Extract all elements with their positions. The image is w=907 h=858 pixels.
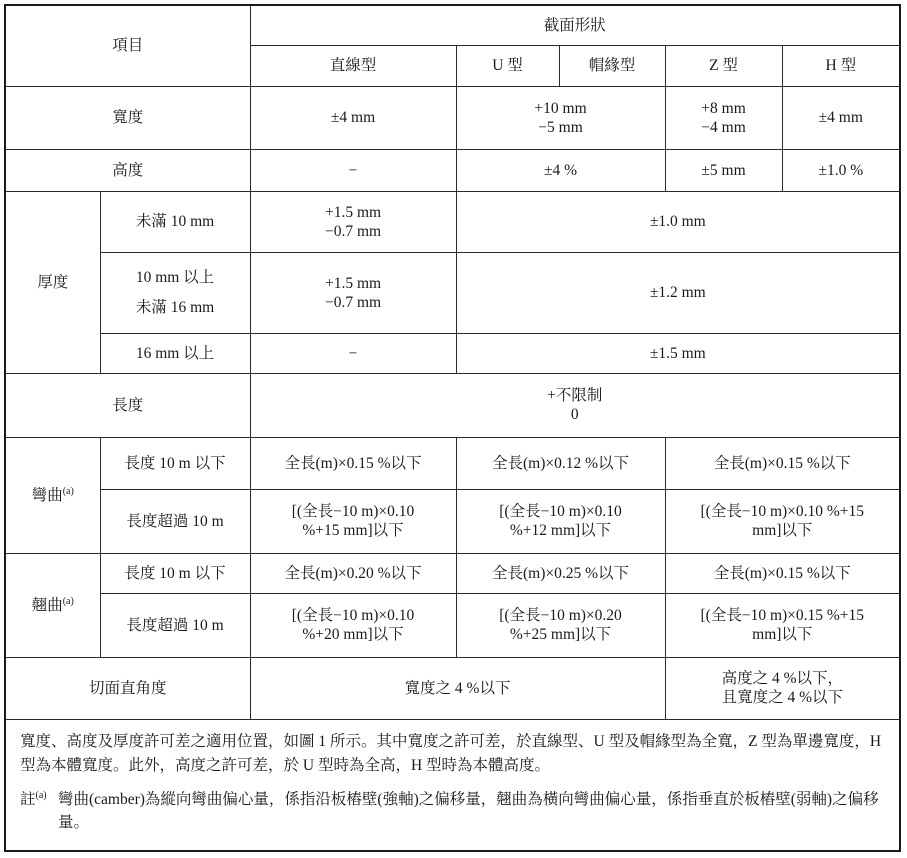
notes-section	[6, 720, 899, 834]
camber-straight-2: [(全長−10 m)×0.10 %+15 mm]以下	[250, 489, 456, 553]
width-h: ±4 mm	[782, 86, 899, 149]
thickness-others-2: ±1.2 mm	[456, 252, 899, 333]
width-straight: ±4 mm	[250, 86, 456, 149]
width-u-hat: +10 mm −5 mm	[456, 86, 665, 149]
height-label: 高度	[6, 149, 250, 191]
header-shape-straight: 直線型	[250, 45, 456, 86]
thickness-range-3: 16 mm 以上	[100, 333, 250, 373]
header-section-shape: 截面形狀	[250, 6, 899, 45]
camber-range-1: 長度 10 m 以下	[100, 437, 250, 489]
height-h: ±1.0 %	[782, 149, 899, 191]
thickness-straight-3: −	[250, 333, 456, 373]
header-shape-z: Z 型	[665, 45, 782, 86]
height-u-hat: ±4 %	[456, 149, 665, 191]
squareness-straight-to-hat: 寬度之 4 %以下	[250, 657, 665, 719]
note-applicable-position: 寬度、高度及厚度許可差之適用位置，如圖 1 所示。其中寬度之許可差，於直線型、U 型及帽緣型為全寬，Z 型為單邊寬度，H 型為本體寬度。此外，高度之許可差，於 U 型時為全高，H 型時為本體高度。	[20, 732, 882, 774]
header-item: 項目	[6, 6, 250, 86]
row-sweep-1	[6, 553, 899, 593]
sweep-label-cell	[6, 553, 100, 657]
tolerance-table	[6, 6, 899, 720]
sweep-range-1: 長度 10 m 以下	[100, 553, 250, 593]
row-length	[6, 373, 899, 437]
squareness-z-h: 高度之 4 %以下， 且寬度之 4 %以下	[665, 657, 899, 719]
header-shape-h: H 型	[782, 45, 899, 86]
sweep-sup: (a)	[62, 595, 74, 607]
row-width	[6, 86, 899, 149]
camber-u-hat-2: [(全長−10 m)×0.10 %+12 mm]以下	[456, 489, 665, 553]
thickness-others-3: ±1.5 mm	[456, 333, 899, 373]
row-thickness-3	[6, 333, 899, 373]
header-shape-u: U 型	[456, 45, 559, 86]
sweep-z-h-1: 全長(m)×0.15 %以下	[665, 553, 899, 593]
sweep-label: 翹曲	[31, 596, 63, 614]
row-sweep-2	[6, 593, 899, 657]
thickness-straight-1: +1.5 mm −0.7 mm	[250, 191, 456, 252]
row-squareness	[6, 657, 899, 719]
sweep-z-h-2: [(全長−10 m)×0.15 %+15 mm]以下	[665, 593, 899, 657]
sweep-range-2: 長度超過 10 m	[100, 593, 250, 657]
row-thickness-1	[6, 191, 899, 252]
row-camber-2	[6, 489, 899, 553]
thickness-others-1: ±1.0 mm	[456, 191, 899, 252]
header-row-1	[6, 6, 899, 45]
row-thickness-2	[6, 252, 899, 333]
camber-sup: (a)	[62, 485, 74, 497]
camber-label: 彎曲	[31, 486, 63, 504]
thickness-label: 厚度	[6, 191, 100, 373]
header-shape-hat: 帽緣型	[559, 45, 665, 86]
note-tag	[20, 788, 58, 811]
row-height	[6, 149, 899, 191]
note-tag-sup: (a)	[35, 789, 47, 801]
squareness-label: 切面直角度	[6, 657, 250, 719]
tolerance-table-frame	[4, 4, 901, 852]
height-straight: −	[250, 149, 456, 191]
camber-u-hat-1: 全長(m)×0.12 %以下	[456, 437, 665, 489]
camber-range-2: 長度超過 10 m	[100, 489, 250, 553]
sweep-straight-1: 全長(m)×0.20 %以下	[250, 553, 456, 593]
camber-label-cell	[6, 437, 100, 553]
note-camber-sweep-text: 彎曲(camber)為縱向彎曲偏心量，係指沿板樁壁(強軸)之偏移量，翹曲為橫向彎曲偏心量，係指垂直於板樁壁(弱軸)之偏移量。	[58, 790, 879, 831]
length-value: +不限制 0	[250, 373, 899, 437]
note-camber-sweep	[20, 788, 885, 834]
width-label: 寬度	[6, 86, 250, 149]
thickness-range-2: 10 mm 以上 未滿 16 mm	[100, 252, 250, 333]
length-label: 長度	[6, 373, 250, 437]
row-camber-1	[6, 437, 899, 489]
thickness-range-1: 未滿 10 mm	[100, 191, 250, 252]
note-tag-text: 註	[20, 790, 36, 808]
thickness-straight-2: +1.5 mm −0.7 mm	[250, 252, 456, 333]
camber-z-h-2: [(全長−10 m)×0.10 %+15 mm]以下	[665, 489, 899, 553]
width-z: +8 mm −4 mm	[665, 86, 782, 149]
camber-z-h-1: 全長(m)×0.15 %以下	[665, 437, 899, 489]
sweep-u-hat-2: [(全長−10 m)×0.20 %+25 mm]以下	[456, 593, 665, 657]
sweep-straight-2: [(全長−10 m)×0.10 %+20 mm]以下	[250, 593, 456, 657]
sweep-u-hat-1: 全長(m)×0.25 %以下	[456, 553, 665, 593]
camber-straight-1: 全長(m)×0.15 %以下	[250, 437, 456, 489]
height-z: ±5 mm	[665, 149, 782, 191]
